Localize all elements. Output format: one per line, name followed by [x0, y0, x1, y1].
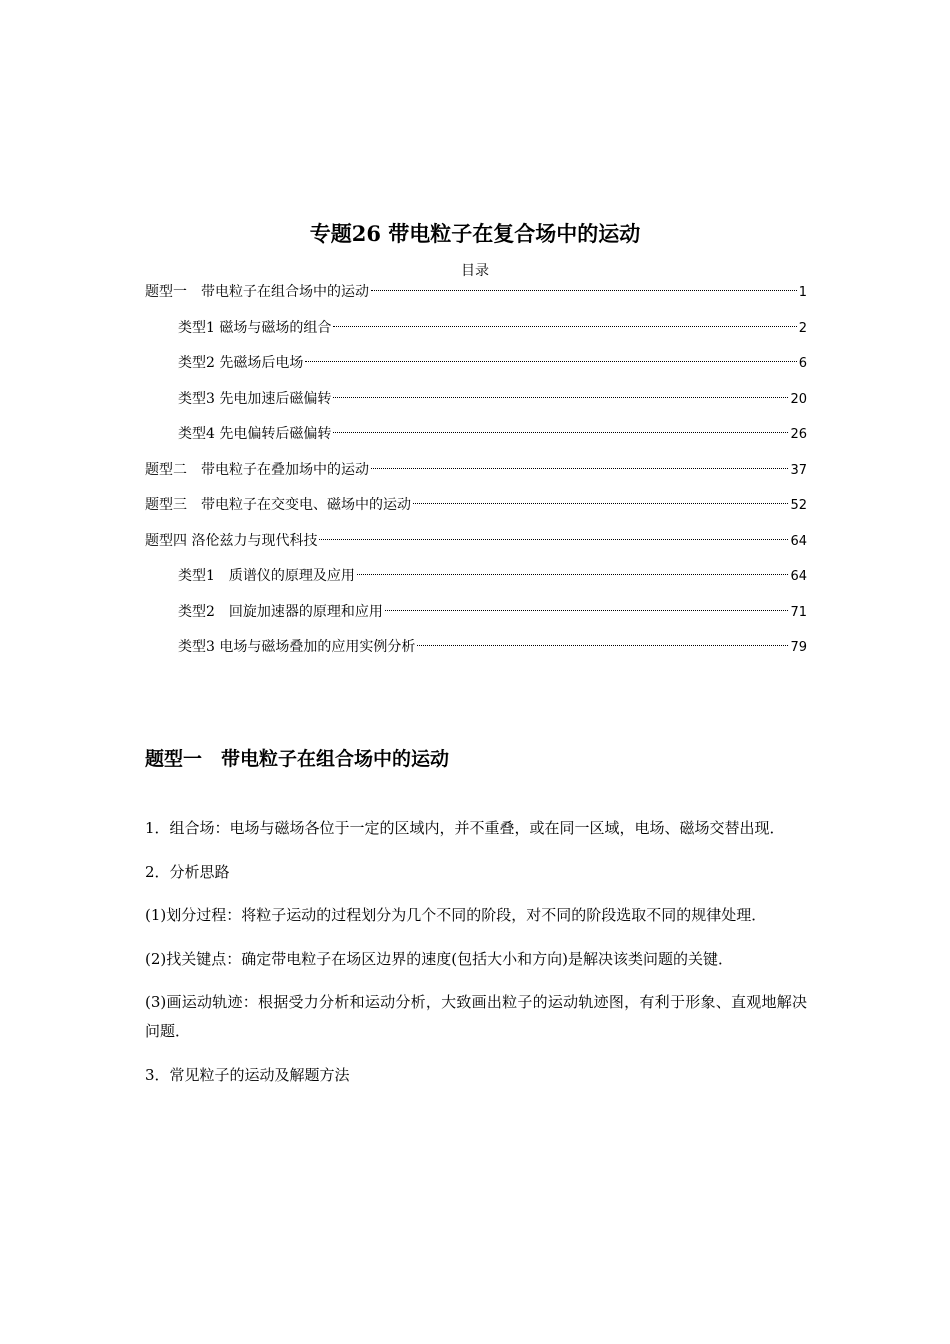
- toc-leader-dots: [319, 539, 788, 540]
- table-of-contents: [145, 279, 807, 670]
- toc-leader-dots: [357, 574, 789, 575]
- toc-entry[interactable]: [145, 279, 807, 315]
- toc-entry-label: 类型4 先电偏转后磁偏转: [178, 426, 332, 442]
- toc-entry-page: 2: [798, 320, 807, 336]
- toc-entry-label: 题型一 带电粒子在组合场中的运动: [145, 284, 369, 300]
- paragraph: 1．组合场：电场与磁场各位于一定的区域内，并不重叠，或在同一区域，电场、磁场交替出现．: [145, 819, 785, 837]
- toc-entry[interactable]: [145, 421, 807, 457]
- paragraph: (3)画运动轨迹：根据受力分析和运动分析，大致画出粒子的运动轨迹图，有利于形象、直观地解决问题．: [145, 993, 807, 1040]
- toc-entry-page: 64: [790, 533, 807, 549]
- toc-entry[interactable]: [145, 457, 807, 493]
- toc-entry-page: 1: [798, 285, 807, 300]
- toc-entry-label: 题型四 洛伦兹力与现代科技: [145, 532, 318, 549]
- toc-entry-label: 类型3 先电加速后磁偏转: [178, 390, 332, 407]
- toc-leader-dots: [371, 290, 797, 291]
- toc-entry-page: 64: [790, 569, 807, 584]
- paragraph: (2)找关键点：确定带电粒子在场区边界的速度(包括大小和方向)是解决该类问题的关键．: [145, 949, 733, 968]
- toc-entry[interactable]: [145, 634, 807, 670]
- toc-entry-label: 类型2 回旋加速器的原理和应用: [178, 603, 383, 620]
- toc-heading: 目录: [461, 263, 489, 279]
- toc-leader-dots: [333, 326, 796, 327]
- toc-leader-dots: [385, 610, 789, 611]
- section-heading: 题型一 带电粒子在组合场中的运动: [145, 748, 450, 770]
- toc-entry-page: 37: [790, 462, 807, 478]
- toc-leader-dots: [417, 645, 788, 646]
- toc-leader-dots: [305, 361, 796, 362]
- toc-entry-page: 26: [790, 427, 807, 442]
- paragraph: 2．分析思路: [145, 862, 230, 881]
- toc-leader-dots: [333, 397, 788, 398]
- toc-entry[interactable]: [145, 386, 807, 422]
- toc-entry-label: 题型三 带电粒子在交变电、磁场中的运动: [145, 497, 411, 513]
- toc-leader-dots: [333, 432, 788, 433]
- paragraph: 3．常见粒子的运动及解题方法: [145, 1065, 350, 1084]
- toc-entry[interactable]: [145, 563, 807, 599]
- document-title: 专题26 带电粒子在复合场中的运动: [309, 221, 641, 246]
- toc-leader-dots: [371, 468, 788, 469]
- toc-entry[interactable]: [145, 599, 807, 635]
- toc-entry-page: 52: [790, 498, 807, 513]
- body-text: [145, 814, 807, 1104]
- toc-entry-page: 6: [798, 356, 807, 371]
- toc-entry-label: 类型1 质谱仪的原理及应用: [178, 568, 355, 584]
- toc-entry-label: 题型二 带电粒子在叠加场中的运动: [145, 461, 369, 478]
- toc-entry[interactable]: [145, 528, 807, 564]
- toc-leader-dots: [413, 503, 788, 504]
- toc-entry[interactable]: [145, 315, 807, 351]
- toc-entry-page: 20: [790, 391, 807, 407]
- toc-entry-label: 类型3 电场与磁场叠加的应用实例分析: [178, 639, 416, 655]
- toc-entry[interactable]: [145, 492, 807, 528]
- paragraph: (1)划分过程：将粒子运动的过程划分为几个不同的阶段，对不同的阶段选取不同的规律处理．: [145, 906, 767, 924]
- toc-entry-page: 71: [790, 604, 807, 620]
- toc-entry-label: 类型1 磁场与磁场的组合: [178, 319, 332, 336]
- toc-entry-label: 类型2 先磁场后电场: [178, 355, 304, 371]
- toc-entry-page: 79: [790, 640, 807, 655]
- toc-entry[interactable]: [145, 350, 807, 386]
